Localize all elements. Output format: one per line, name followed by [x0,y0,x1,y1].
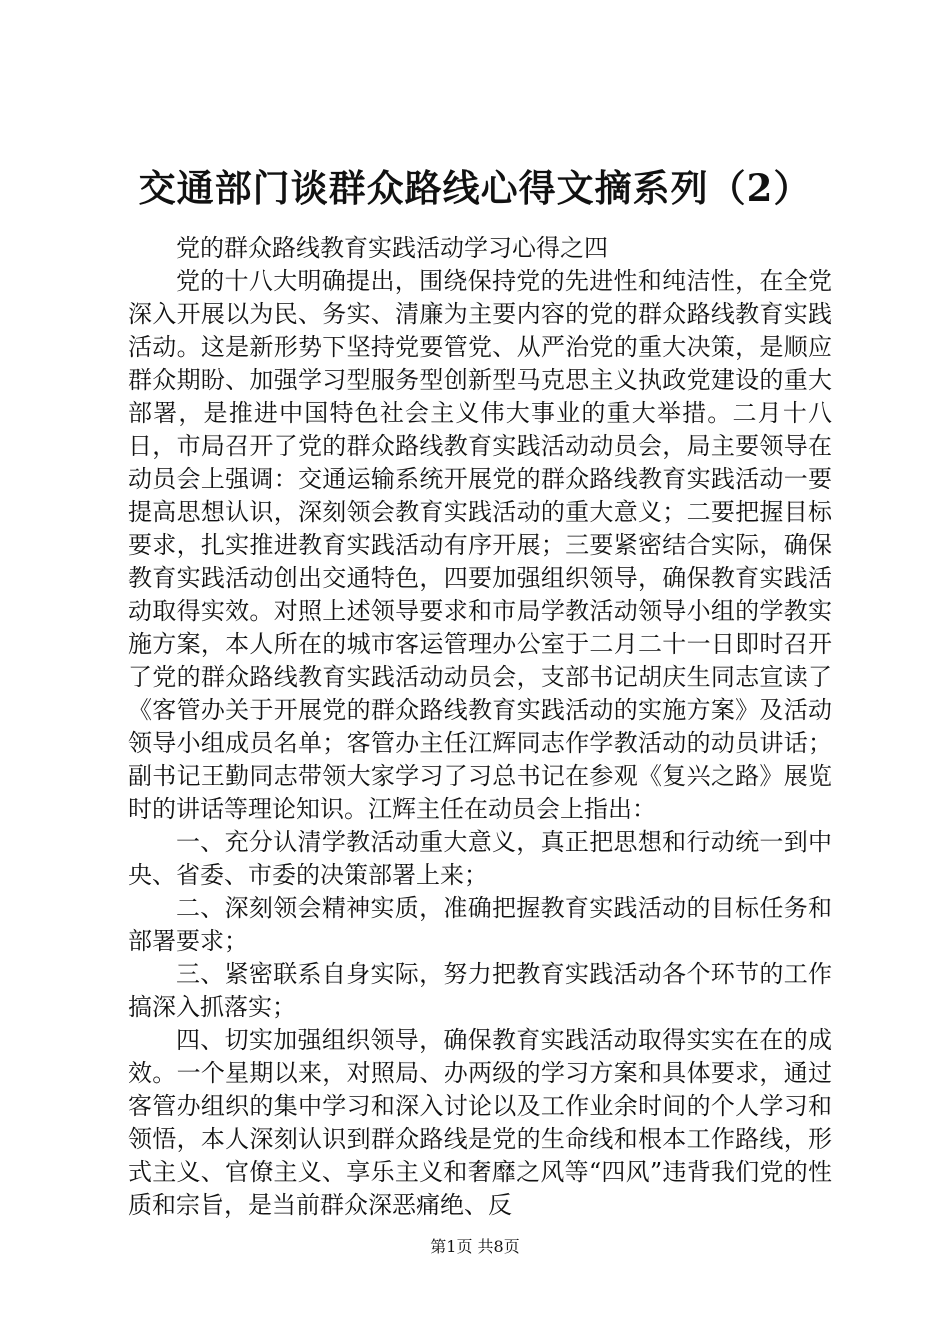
body-paragraph: 党的十八大明确提出，围绕保持党的先进性和纯洁性，在全党深入开展以为民、务实、清廉为主要内容的党的群众路线教育实践活动。这是新形势下坚持党要管党、从严治党的重大决策，是顺应群众期盼、加强学习型服务型创新型马克思主义执政党建设的重大部署，是推进中国特色社会主义伟大事业的重大举措。二月十八日，市局召开了党的群众路线教育实践活动动员会，局主要领导在动员会上强调：交通运输系统开展党的群众路线教育实践活动一要提高思想认识，深刻领会教育实践活动的重大意义；二要把握目标要求，扎实推进教育实践活动有序开展；三要紧密结合实际，确保教育实践活动创出交通特色，四要加强组织领导，确保教育实践活动取得实效。对照上述领导要求和市局学教活动领导小组的学教实施方案，本人所在的城市客运管理办公室于二月二十一日即时召开了党的群众路线教育实践活动动员会，支部书记胡庆生同志宣读了《客管办关于开展党的群众路线教育实践活动的实施方案》及活动领导小组成员名单；客管办主任江辉同志作学教活动的动员讲话；副书记王勤同志带领大家学习了习总书记在参观《复兴之路》展览时的讲话等理论知识。江辉主任在动员会上指出： [128,267,832,823]
subtitle-paragraph: 党的群众路线教育实践活动学习心得之四 [176,234,608,262]
list-paragraph-2: 二、深刻领会精神实质，准确把握教育实践活动的目标任务和部署要求； [128,894,832,955]
document-title: 交通部门谈群众路线心得文摘系列（2） [138,166,812,210]
document-body [128,232,832,1222]
list-paragraph-3: 三、紧密联系自身实际，努力把教育实践活动各个环节的工作搞深入抓落实； [128,960,832,1021]
list-paragraph-1: 一、充分认清学教活动重大意义，真正把思想和行动统一到中央、省委、市委的决策部署上来； [128,828,832,889]
list-paragraph-4: 四、切实加强组织领导，确保教育实践活动取得实实在在的成效。一个星期以来，对照局、办两级的学习方案和具体要求，通过客管办组织的集中学习和深入讨论以及工作业余时间的个人学习和领悟，本人深刻认识到群众路线是党的生命线和根本工作路线，形式主义、官僚主义、享乐主义和奢靡之风等“四风”违背我们党的性质和宗旨，是当前群众深恶痛绝、反 [128,1026,832,1219]
page-footer: 第1页 共8页 [430,1237,520,1256]
